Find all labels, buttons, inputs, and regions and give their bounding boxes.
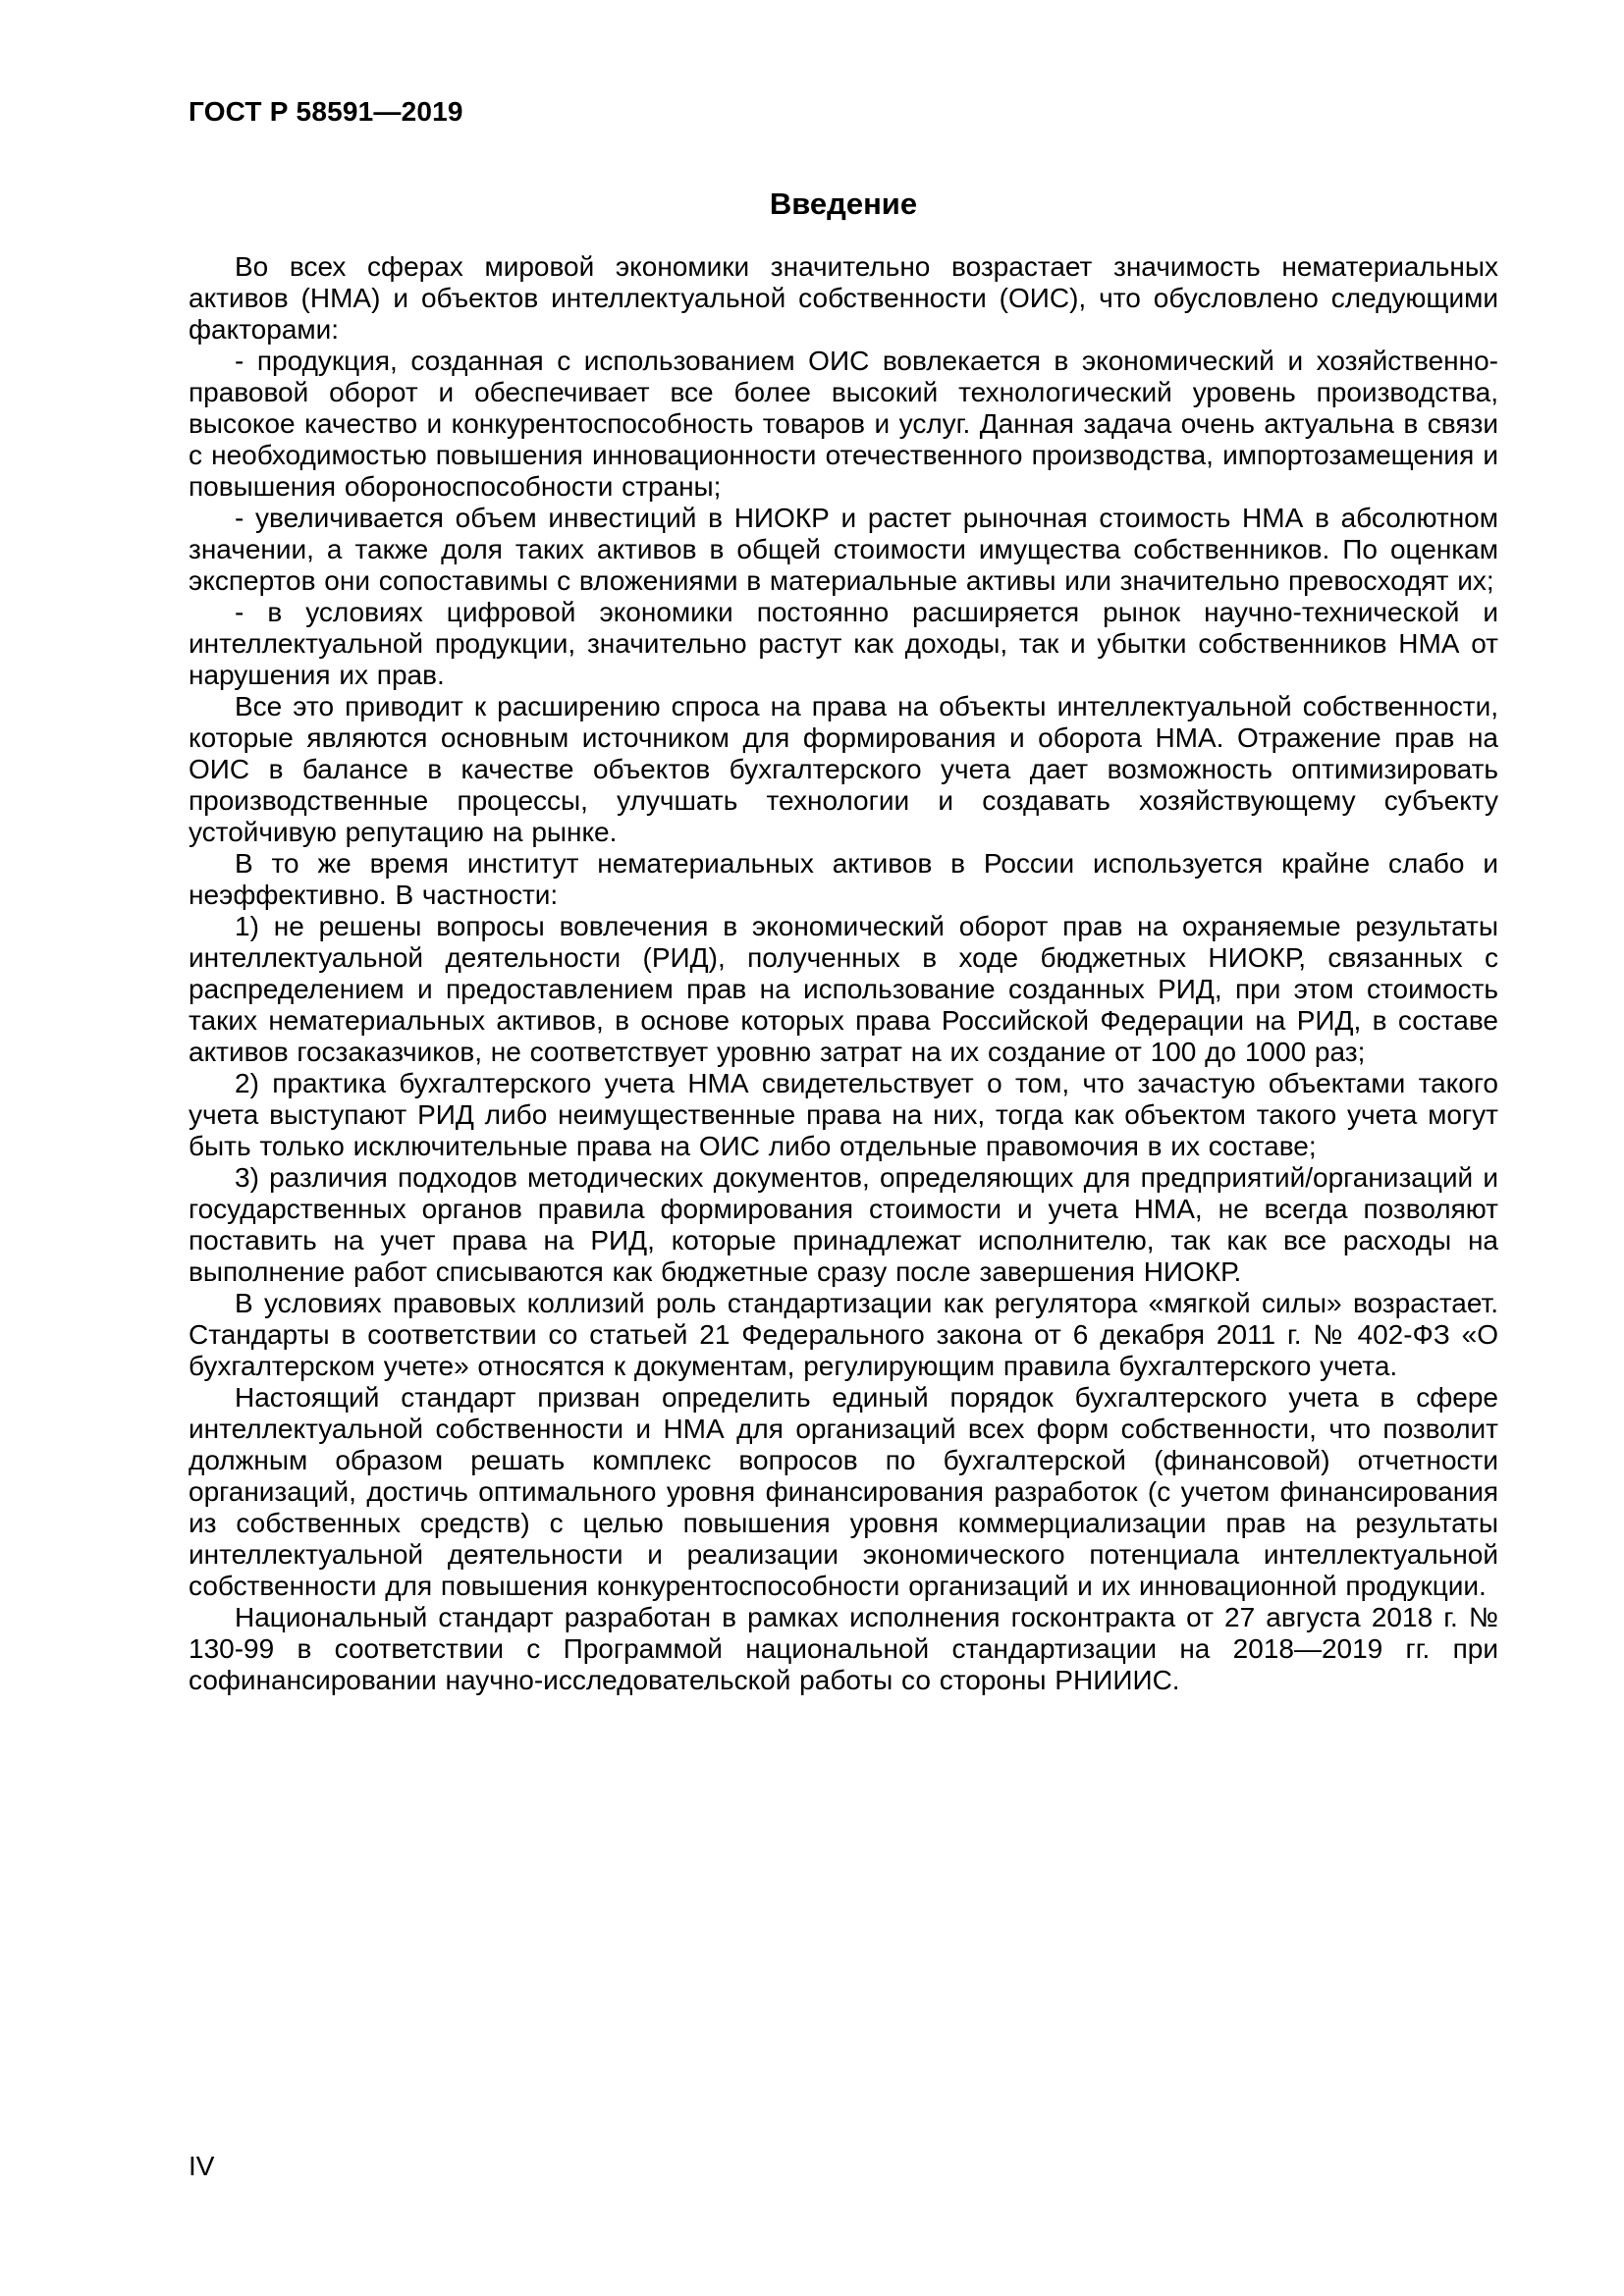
paragraph-problems: В то же время институт нематериальных активов в России используется крайне слабо и неэффективно. В частности:	[189, 848, 1498, 910]
paragraph-dash-3: - в условиях цифровой экономики постоянно расширяется рынок научно-технической и интеллектуальной продукции, значительно растут как доходы, так и убытки собственников НМА от нарушения их прав.	[189, 597, 1498, 690]
paragraph-purpose: Настоящий стандарт призван определить единый порядок бухгалтерского учета в сфере интеллектуальной собственности и НМА для организаций всех форм собственности, что позволит должным образом решать комплекс вопросов по бухгалтерской (финансовой) отчетности организаций, достичь оптимального уровня финансирования разработок (с учетом финансирования из собственных средств) с целью повышения уровня коммерциализации прав на результаты интеллектуальной деятельности и реализации экономического потенциала интеллектуальной собственности для повышения конкурентоспособности организаций и их инновационной продукции.	[189, 1382, 1498, 1601]
paragraph-intro: Во всех сферах мировой экономики значительно возрастает значимость нематериальных активов (НМА) и объектов интеллектуальной собственности (ОИС), что обусловлено следующими факторами:	[189, 251, 1498, 345]
paragraph-item-2: 2) практика бухгалтерского учета НМА свидетельствует о том, что зачастую объектами такого учета выступают РИД либо неимущественные права на них, тогда как объектом такого учета могут быть только исключительные права на ОИС либо отдельные правомочия в их составе;	[189, 1068, 1498, 1161]
paragraph-item-3: 3) различия подходов методических документов, определяющих для предприятий/организаций и государственных органов правила формирования стоимости и учета НМА, не всегда позволяют поставить на учет права на РИД, которые принадлежат исполнителю, так как все расходы на выполнение работ списываются как бюджетные сразу после завершения НИОКР.	[189, 1162, 1498, 1287]
paragraph-contract: Национальный стандарт разработан в рамках исполнения госконтракта от 27 августа 2018 г. № 130-99 в соответствии с Программой национальной стандартизации на 2018—2019 гг. при софинансировании научно-исследовательской работы со стороны РНИИИС.	[189, 1602, 1498, 1695]
paragraph-summary: Все это приводит к расширению спроса на права на объекты интеллектуальной собственности, которые являются основным источником для формирования и оборота НМА. Отражение прав на ОИС в балансе в качестве объектов бухгалтерского учета дает возможность оптимизировать производственные процессы, улучшать технологии и создавать хозяйствующему субъекту устойчивую репутацию на рынке.	[189, 691, 1498, 847]
paragraph-item-1: 1) не решены вопросы вовлечения в экономический оборот прав на охраняемые результаты интеллектуальной деятельности (РИД), полученных в ходе бюджетных НИОКР, связанных с распределением и предоставлением прав на использование созданных РИД, при этом стоимость таких нематериальных активов, в основе которых права Российской Федерации на РИД, в составе активов госзаказчиков, не соответствует уровню затрат на их создание от 100 до 1000 раз;	[189, 911, 1498, 1067]
paragraph-collisions: В условиях правовых коллизий роль стандартизации как регулятора «мягкой силы» возрастает. Стандарты в соответствии со статьей 21 Федерального закона от 6 декабря 2011 г. № 402-ФЗ «О бухгалтерском учете» относятся к документам, регулирующим правила бухгалтерского учета.	[189, 1288, 1498, 1381]
paragraph-dash-2: - увеличивается объем инвестиций в НИОКР и растет рыночная стоимость НМА в абсолютном значении, а также доля таких активов в общей стоимости имущества собственников. По оценкам экспертов они сопоставимы с вложениями в материальные активы или значительно превосходят их;	[189, 503, 1498, 596]
paragraph-dash-1: - продукция, созданная с использованием ОИС вовлекается в экономический и хозяйственно-правовой оборот и обеспечивает все более высокий технологический уровень производства, высокое качество и конкурентоспособность товаров и услуг. Данная задача очень актуальна в связи с необходимостью повышения инновационности отечественного производства, импортозамещения и повышения обороноспособности страны;	[189, 346, 1498, 502]
section-title: Введение	[769, 187, 918, 221]
document-body	[189, 251, 1498, 1696]
page-number: IV	[189, 2151, 215, 2181]
document-designation: ГОСТ Р 58591—2019	[189, 96, 463, 127]
